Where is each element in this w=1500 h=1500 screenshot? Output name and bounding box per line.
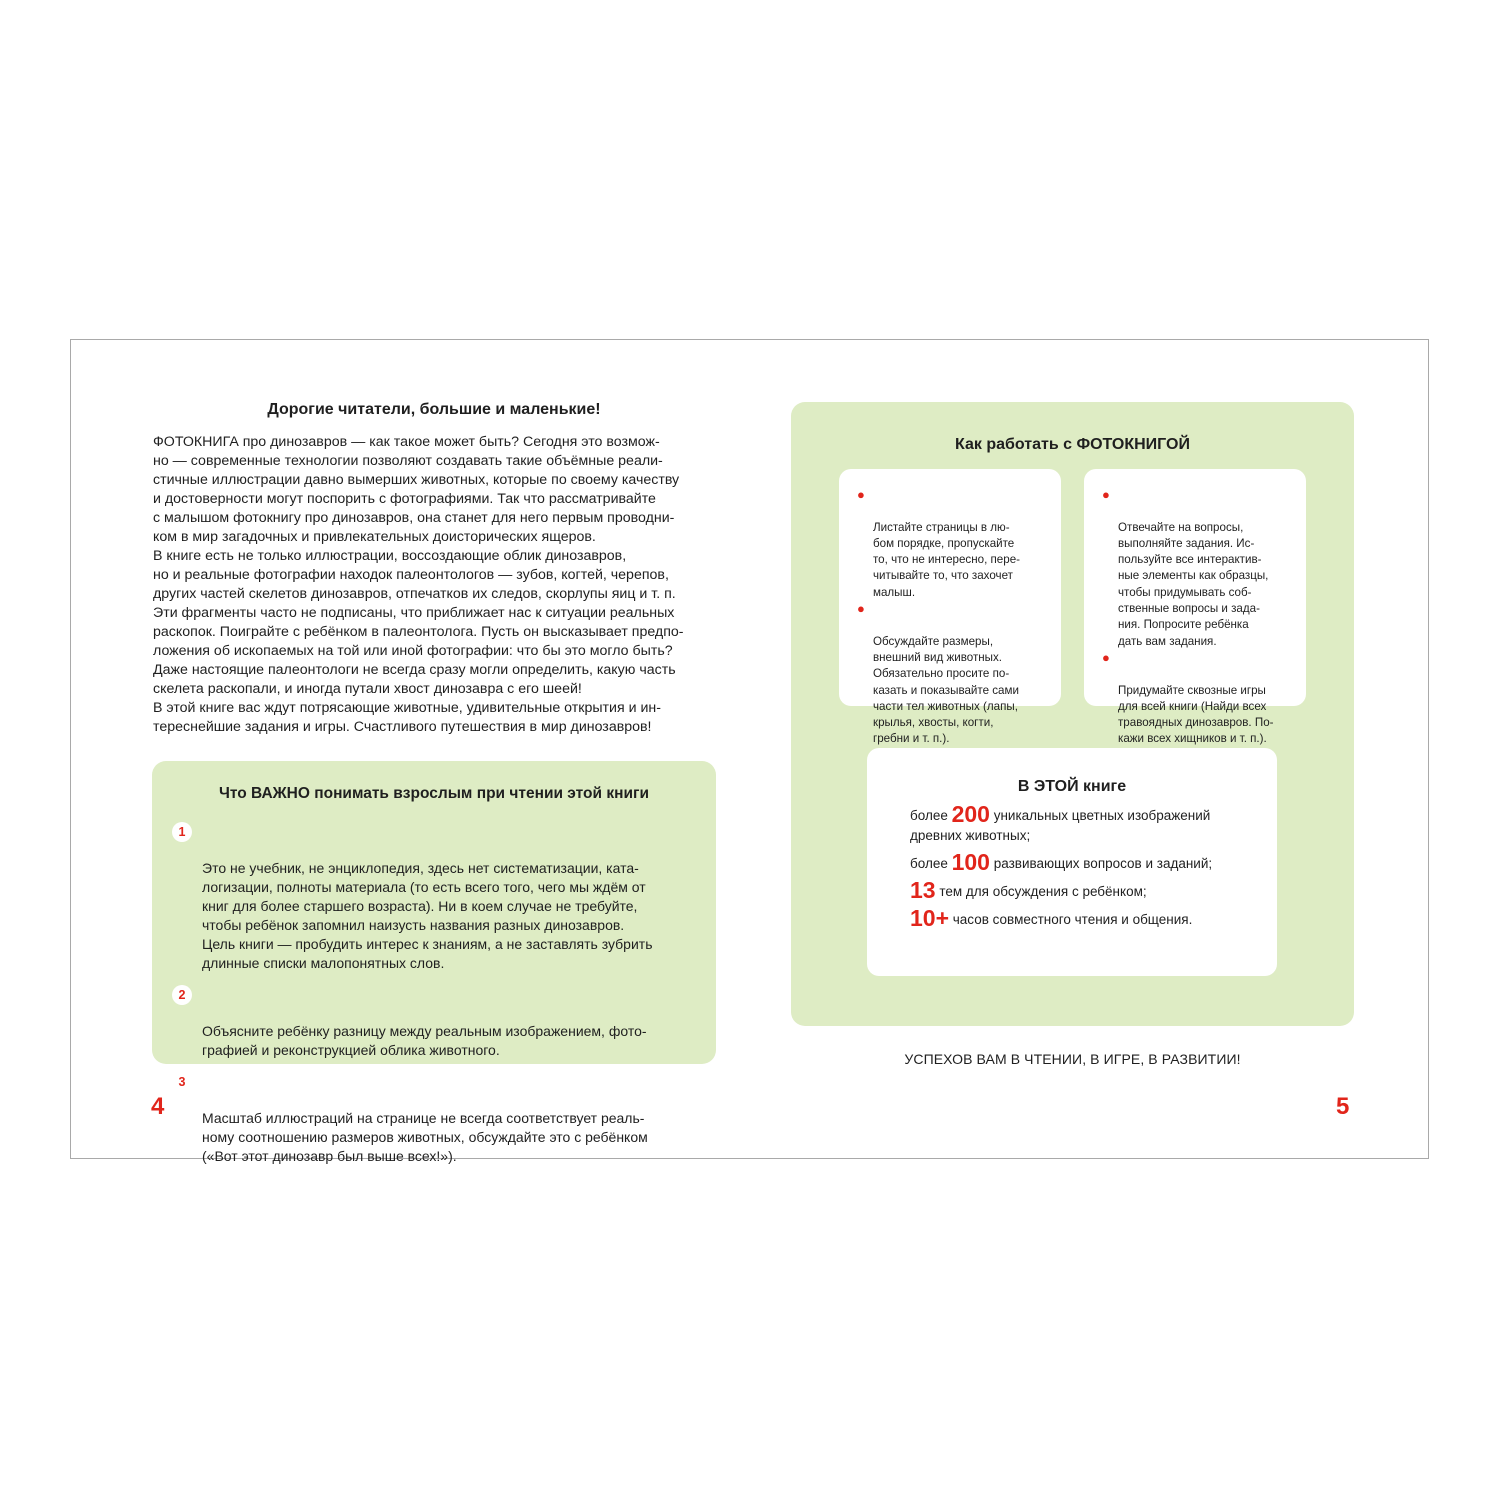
- stat-prefix: более: [910, 808, 952, 823]
- tips-list: [857, 487, 1052, 748]
- bullet-icon: ●: [1102, 487, 1110, 502]
- tips-card-right: [1084, 469, 1306, 746]
- number-badge: 1: [172, 822, 192, 842]
- tip-item: [1102, 487, 1297, 650]
- important-item: [172, 984, 692, 1060]
- important-list: [172, 821, 692, 1177]
- stat-number: 100: [951, 849, 990, 875]
- tip-item: [857, 601, 1052, 748]
- stat-text: уникальных цветных изображений древних животных;: [910, 808, 1211, 843]
- book-spread: [70, 339, 1429, 1164]
- important-item: [172, 821, 692, 973]
- closing-line: УСПЕХОВ ВАМ В ЧТЕНИИ, В ИГРЕ, В РАЗВИТИИ!: [904, 1051, 1241, 1067]
- important-item-text: Масштаб иллюстраций на странице не всегда соответствует реаль- ному соотношению размеров животных, обсуждайте это с ребёнком («Вот этот динозавр был выше всех!»).: [202, 1110, 648, 1164]
- number-badge: 2: [172, 985, 192, 1005]
- tip-item: [857, 487, 1052, 601]
- how-to-box: [791, 402, 1354, 1026]
- stat-number: 13: [910, 877, 936, 903]
- stat-text: часов совместного чтения и общения.: [949, 912, 1193, 927]
- stat-line: [910, 877, 1250, 903]
- stat-line: [910, 849, 1250, 875]
- stat-prefix: более: [910, 856, 952, 871]
- stat-text: развивающих вопросов и заданий;: [989, 856, 1213, 871]
- tip-text: Обсуждайте размеры, внешний вид животных. Обязательно просите по- казать и показывайте сами части тел животных (лапы, крылья, хвосты, когти, гребни и т. п.).: [873, 634, 1019, 746]
- important-item-text: Это не учебник, не энциклопедия, здесь нет систематизации, ката- логизации, полноты материала (то есть всего того, чего мы ждём от книг для более старшего возраста). Ни в коем случае не требуйте, чтобы ребёнок запомнил наизусть названия разных динозавров. Цель книги — пробудить интерес к знаниям, а не заставлять зубрить длинные списки малопонятных слов.: [202, 860, 653, 971]
- tips-list: [1102, 487, 1297, 748]
- tip-text: Отвечайте на вопросы, выполняйте задания. Ис- пользуйте все интерактив- ные элементы как образцы, чтобы придумывать соб- ственные вопросы и зада- ния. Попросите ребёнка дать вам задания.: [1118, 520, 1269, 648]
- how-to-title: Как работать с ФОТОКНИГОЙ: [955, 436, 1190, 453]
- important-item-text: Объясните ребёнку разницу между реальным изображением, фото- графией и реконструкцией облика животного.: [202, 1023, 647, 1058]
- stats-card: [867, 748, 1277, 976]
- stat-line: [910, 905, 1250, 931]
- bullet-icon: ●: [1102, 649, 1110, 665]
- stat-line: [910, 801, 1250, 846]
- stat-text: тем для обсуждения с ребёнком;: [935, 884, 1147, 899]
- bullet-icon: ●: [857, 601, 865, 617]
- important-item: [172, 1071, 692, 1166]
- intro-paragraphs: ФОТОКНИГА про динозавров — как такое может быть? Сегодня это возмож- но — современные технологии позволяют создавать такие объёмные реали- стичные иллюстрации давно вымерших животных, которые по своему качеству и достоверности могут поспорить с фотографиями. Так что рассматривайте с малышом фотокнигу про динозавров, она станет для него первым проводни- ком в мир загадочных и привлекательных доисторических ящеров. В книге есть не только иллюстрации, воссоздающие облик динозавров, но и реальные фотографии находок палеонтологов — зубов, когтей, черепов, других частей скелетов динозавров, отпечатков их следов, скорлупы яиц и т. п. Эти фрагменты часто не подписаны, что приближает нас к ситуации реальных раскопок. Поиграйте с ребёнком в палеонтолога. Пусть он высказывает предпо- ложения об ископаемых на той или иной фотографии: что бы это могло быть? Даже настоящие палеонтологи не всегда сразу могли определить, какую часть скелета раскопали, и иногда путали хвост динозавра с его шеей! В этой книге вас ждут потрясающие животные, удивительные открытия и ин- тереснейшие задания и игры. Счастливого путешествия в мир динозавров!: [153, 434, 684, 735]
- tip-text: Листайте страницы в лю- бом порядке, пропускайте то, что не интересно, пере- читывайте то, что захочет малыш.: [873, 520, 1021, 599]
- tip-text: Придумайте сквозные игры для всей книги (Найди всех травоядных динозавров. По- кажи всех хищников и т. п.).: [1118, 683, 1274, 746]
- important-title: Что ВАЖНО понимать взрослым при чтении этой книги: [219, 785, 649, 802]
- intro-title: Дорогие читатели, большие и маленькие!: [267, 401, 601, 418]
- bullet-icon: ●: [857, 487, 865, 502]
- important-box: [152, 761, 716, 1164]
- stat-number: 200: [951, 801, 990, 827]
- stat-number: 10+: [910, 905, 950, 931]
- stats-title: В ЭТОЙ книге: [1017, 778, 1127, 795]
- stats-list: [910, 801, 1250, 936]
- tips-card-left: [839, 469, 1061, 746]
- page-number-right: 5: [1336, 1093, 1350, 1120]
- number-badge: 3: [172, 1072, 192, 1092]
- tip-item: [1102, 650, 1297, 748]
- page-number-left: 4: [151, 1093, 165, 1120]
